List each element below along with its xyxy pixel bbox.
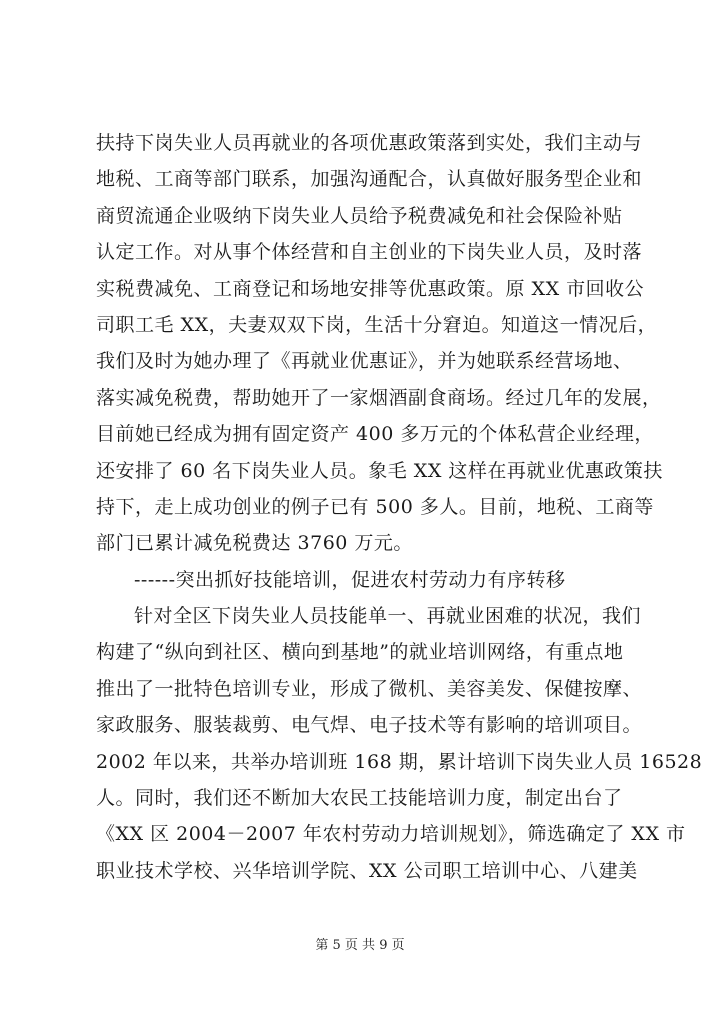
text-line: 职业技术学校、兴华培训学院、XX 公司职工培训中心、八建美 [96,859,638,882]
text-line: 《XX 区 2004－2007 年农村劳动力培训规划》，筛选确定了 XX 市 [96,823,686,846]
text-line: 认定工作。对从事个体经营和自主创业的下岗失业人员，及时落 [96,241,643,264]
section-heading: ------突出抓好技能培训，促进农村劳动力有序转移 [134,568,566,591]
text-line: 还安排了 60 名下岗失业人员。象毛 XX 这样在再就业优惠政策扶 [96,459,663,482]
text-line: 商贸流通企业吸纳下岗失业人员给予税费减免和社会保险补贴 [96,204,623,227]
paragraph-first-line: 针对全区下岗失业人员技能单一、再就业困难的状况，我们 [134,605,642,628]
text-line: 持下，走上成功创业的例子已有 500 多人。目前，地税、工商等 [96,495,654,518]
text-line: 推出了一批特色培训专业，形成了微机、美容美发、保健按摩、 [96,677,643,700]
text-line: 落实减免税费，帮助她开了一家烟酒副食商场。经过几年的发展， [96,386,662,409]
body-text [96,125,703,889]
text-line: 司职工毛 XX，夫妻双双下岗，生活十分窘迫。知道这一情况后， [96,313,658,336]
text-line: 人。同时，我们还不断加大农民工技能培训力度，制定出台了 [96,787,623,810]
text-line: 地税、工商等部门联系，加强沟通配合，认真做好服务型企业和 [96,168,643,191]
text-line: 扶持下岗失业人员再就业的各项优惠政策落到实处，我们主动与 [96,132,643,154]
text-line: 我们及时为她办理了《再就业优惠证》，并为她联系经营场地、 [96,350,633,373]
text-line: 部门已累计减免税费达 3760 万元。 [96,532,413,555]
page-number: 第 5 页 共 9 页 [315,938,405,953]
text-line: 家政服务、服装裁剪、电气焊、电子技术等有影响的培训项目。 [96,714,643,737]
text-line: 构建了“纵向到社区、横向到基地”的就业培训网络，有重点地 [96,641,624,664]
text-line: 目前她已经成为拥有固定资产 400 多万元的个体私营企业经理， [96,423,654,446]
text-line: 2002 年以来，共举办培训班 168 期，累计培训下岗失业人员 16528 [96,750,703,773]
text-line: 实税费减免、工商登记和场地安排等优惠政策。原 XX 市回收公 [96,277,645,300]
